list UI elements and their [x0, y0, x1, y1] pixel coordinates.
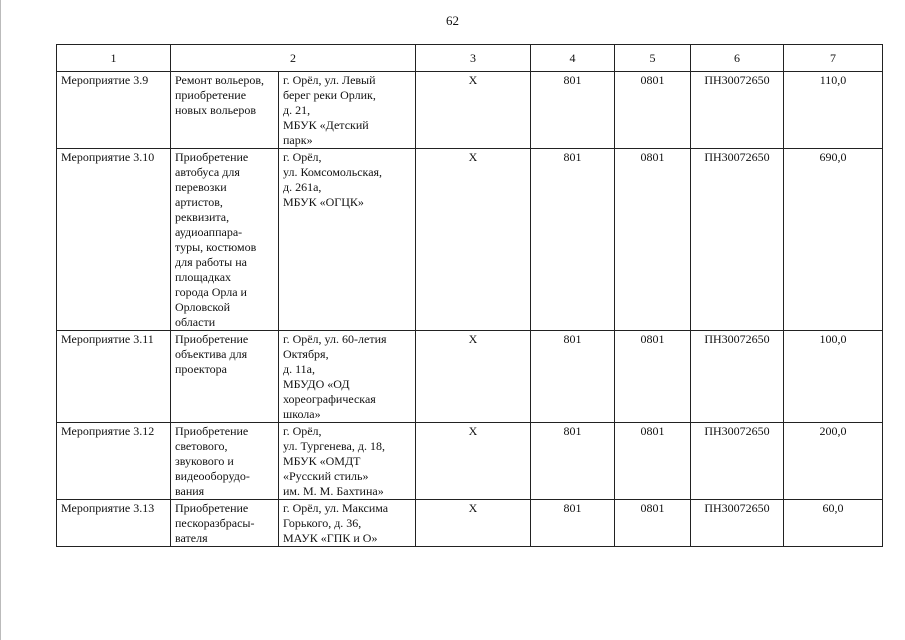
address-cell-line: Горького, д. 36, [283, 516, 362, 530]
col5-cell: 0801 [615, 331, 691, 423]
amount-cell: 690,0 [784, 149, 883, 331]
address-cell-line: «Русский стиль» [283, 469, 369, 483]
address-cell-line: ул. Комсомольская, [283, 165, 383, 179]
description-cell-line: новых вольеров [175, 103, 257, 117]
description-cell-line: области [175, 315, 216, 329]
table-body [57, 72, 883, 547]
col4-cell: 801 [531, 500, 615, 547]
description-cell [171, 500, 279, 547]
address-cell [279, 149, 416, 331]
event-id-cell: Мероприятие 3.11 [57, 331, 171, 423]
address-cell-line: школа» [283, 407, 321, 421]
table-row [57, 331, 883, 423]
col3-cell: Х [416, 72, 531, 149]
event-id-cell: Мероприятие 3.9 [57, 72, 171, 149]
description-cell-line: Приобретение [175, 501, 249, 515]
description-cell-line: для работы на [175, 255, 247, 269]
address-cell-line: им. М. М. Бахтина» [283, 484, 384, 498]
description-cell-line: светового, [175, 439, 228, 453]
budget-table [56, 44, 883, 547]
table-row [57, 500, 883, 547]
description-cell-line: Орловской [175, 300, 231, 314]
address-cell [279, 500, 416, 547]
col3-cell: Х [416, 500, 531, 547]
header-cell-2: 2 [171, 45, 416, 72]
header-cell-3: 3 [416, 45, 531, 72]
description-cell-line: аудиоаппара- [175, 225, 243, 239]
header-cell-5: 5 [615, 45, 691, 72]
col5-cell: 0801 [615, 72, 691, 149]
description-cell-line: объектива для [175, 347, 248, 361]
address-cell-line: МАУК «ГПК и О» [283, 531, 378, 545]
description-cell-line: приобретение [175, 88, 247, 102]
col3-cell: Х [416, 331, 531, 423]
description-cell-line: звукового и [175, 454, 234, 468]
address-cell-line: г. Орёл, ул. Максима [283, 501, 389, 515]
col3-cell: Х [416, 423, 531, 500]
col4-cell: 801 [531, 149, 615, 331]
header-cell-4: 4 [531, 45, 615, 72]
event-id-cell: Мероприятие 3.13 [57, 500, 171, 547]
description-cell-line: Ремонт вольеров, [175, 73, 264, 87]
header-cell-7: 7 [784, 45, 883, 72]
address-cell-line: парк» [283, 133, 313, 147]
address-cell-line: д. 21, [283, 103, 311, 117]
address-cell-line: д. 261а, [283, 180, 322, 194]
col4-cell: 801 [531, 331, 615, 423]
address-cell [279, 72, 416, 149]
address-cell-line: г. Орёл, [283, 424, 322, 438]
description-cell-line: города Орла и [175, 285, 247, 299]
col6-cell: ПН30072650 [691, 72, 784, 149]
description-cell-line: автобуса для [175, 165, 240, 179]
description-cell-line: туры, костюмов [175, 240, 257, 254]
col5-cell: 0801 [615, 423, 691, 500]
description-cell-line: Приобретение [175, 150, 249, 164]
description-cell-line: площадках [175, 270, 232, 284]
address-cell-line: г. Орёл, [283, 150, 322, 164]
amount-cell: 200,0 [784, 423, 883, 500]
address-cell-line: МБУК «ОГЦК» [283, 195, 364, 209]
address-cell-line: МБУК «ОМДТ [283, 454, 361, 468]
page-number: 62 [446, 13, 459, 28]
event-id-cell: Мероприятие 3.12 [57, 423, 171, 500]
col4-cell: 801 [531, 72, 615, 149]
description-cell-line: вателя [175, 531, 208, 545]
description-cell-line: видеооборудо- [175, 469, 250, 483]
address-cell-line: Октября, [283, 347, 329, 361]
address-cell-line: г. Орёл, ул. Левый [283, 73, 376, 87]
description-cell-line: перевозки [175, 180, 227, 194]
description-cell-line: артистов, [175, 195, 223, 209]
description-cell-line: проектора [175, 362, 227, 376]
col3-cell: Х [416, 149, 531, 331]
amount-cell: 60,0 [784, 500, 883, 547]
description-cell-line: пескоразбрасы- [175, 516, 255, 530]
col5-cell: 0801 [615, 500, 691, 547]
description-cell [171, 72, 279, 149]
address-cell [279, 423, 416, 500]
description-cell [171, 149, 279, 331]
description-cell-line: Приобретение [175, 332, 249, 346]
event-id-cell: Мероприятие 3.10 [57, 149, 171, 331]
scan-edge [0, 0, 1, 640]
address-cell-line: МБУК «Детский [283, 118, 369, 132]
header-cell-6: 6 [691, 45, 784, 72]
description-cell-line: Приобретение [175, 424, 249, 438]
col6-cell: ПН30072650 [691, 149, 784, 331]
amount-cell: 100,0 [784, 331, 883, 423]
address-cell [279, 331, 416, 423]
header-cell-1: 1 [57, 45, 171, 72]
amount-cell: 110,0 [784, 72, 883, 149]
address-cell-line: МБУДО «ОД [283, 377, 350, 391]
description-cell [171, 423, 279, 500]
col4-cell: 801 [531, 423, 615, 500]
description-cell-line: вания [175, 484, 205, 498]
address-cell-line: ул. Тургенева, д. 18, [283, 439, 385, 453]
address-cell-line: г. Орёл, ул. 60-летия [283, 332, 387, 346]
address-cell-line: хореографическая [283, 392, 376, 406]
col6-cell: ПН30072650 [691, 500, 784, 547]
description-cell-line: реквизита, [175, 210, 230, 224]
address-cell-line: д. 11а, [283, 362, 315, 376]
col5-cell: 0801 [615, 149, 691, 331]
col6-cell: ПН30072650 [691, 423, 784, 500]
col6-cell: ПН30072650 [691, 331, 784, 423]
table-row [57, 423, 883, 500]
table-row [57, 72, 883, 149]
table-row [57, 149, 883, 331]
description-cell [171, 331, 279, 423]
header-row [57, 45, 883, 72]
address-cell-line: берег реки Орлик, [283, 88, 376, 102]
